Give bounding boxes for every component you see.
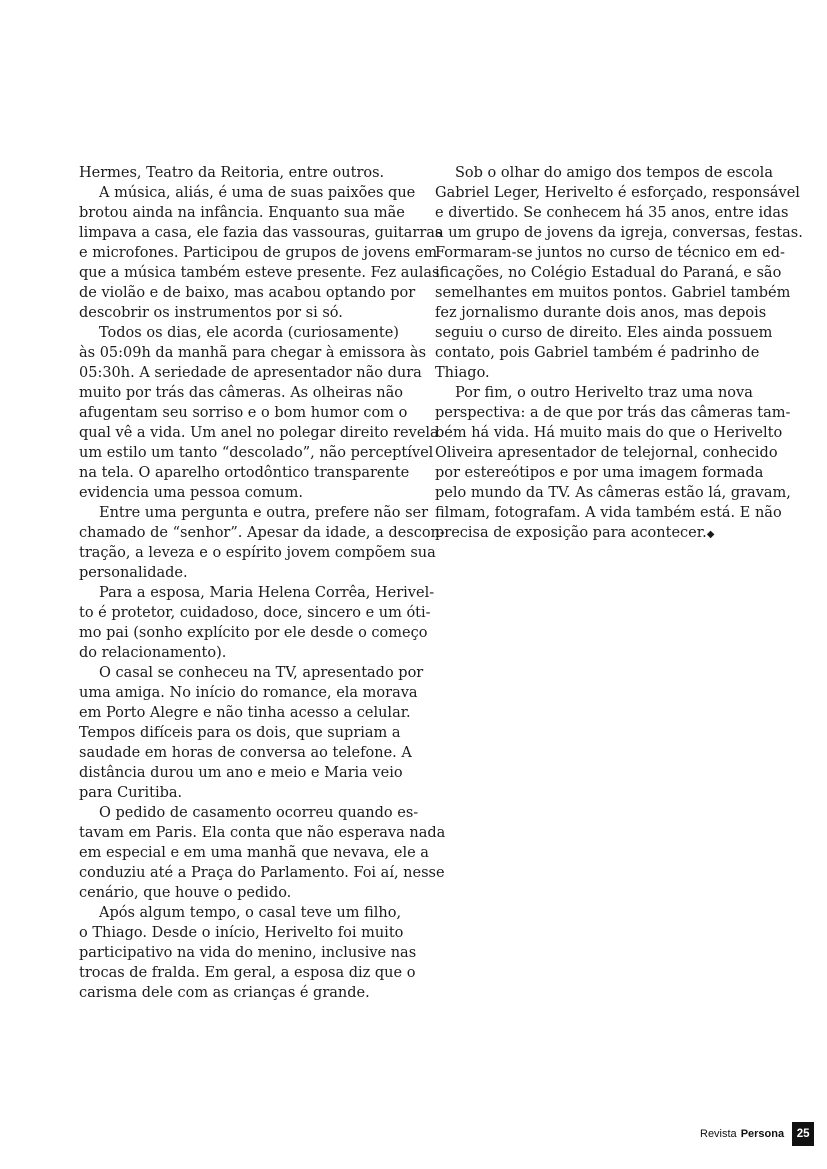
paragraph-start: Sob o olhar do amigo dos tempos de escola	[455, 165, 773, 181]
text-line: que a música também esteve presente. Fez aulas	[79, 265, 440, 281]
text-line: trocas de fralda. Em geral, a esposa diz que o	[79, 965, 416, 981]
text-line: Hermes, Teatro da Reitoria, entre outros.	[79, 165, 385, 181]
left-text-column	[79, 163, 446, 1003]
text-line: tração, a leveza e o espírito jovem compõem sua	[79, 545, 436, 561]
text-line: fez jornalismo durante dois anos, mas depois	[435, 305, 767, 321]
page-footer	[700, 1122, 814, 1146]
text-line: semelhantes em muitos pontos. Gabriel também	[435, 285, 791, 301]
text-line: ificações, no Colégio Estadual do Paraná, e são	[435, 265, 782, 281]
text-line: muito por trás das câmeras. As olheiras não	[79, 385, 403, 401]
text-line: Thiago.	[435, 365, 490, 381]
text-line: saudade em horas de conversa ao telefone. A	[79, 745, 412, 761]
text-line: e divertido. Se conhecem há 35 anos, entre idas	[435, 205, 789, 221]
text-line: filmam, fotografam. A vida também está. E não	[435, 505, 782, 521]
end-of-article-diamond-icon: ◆	[706, 529, 715, 540]
text-line: 05:30h. A seriedade de apresentador não dura	[79, 365, 422, 381]
text-line: brotou ainda na infância. Enquanto sua mãe	[79, 205, 405, 221]
text-line: carisma dele com as crianças é grande.	[79, 985, 370, 1001]
text-line: o Thiago. Desde o início, Herivelto foi muito	[79, 925, 404, 941]
text-line: Formaram-se juntos no curso de técnico em ed-	[435, 245, 785, 261]
text-line: mo pai (sonho explícito por ele desde o começo	[79, 625, 428, 641]
text-line: cenário, que houve o pedido.	[79, 885, 292, 901]
text-line: a um grupo de jovens da igreja, conversas, festas.	[435, 225, 803, 241]
text-line: evidencia uma pessoa comum.	[79, 485, 303, 501]
paragraph-start: Entre uma pergunta e outra, prefere não ser	[99, 505, 429, 521]
text-line: Oliveira apresentador de telejornal, conhecido	[435, 445, 778, 461]
right-text-column	[435, 163, 803, 543]
text-line: limpava a casa, ele fazia das vassouras, guitarras	[79, 225, 443, 241]
text-line: por estereótipos e por uma imagem formada	[435, 465, 764, 481]
text-line: e microfones. Participou de grupos de jovens em	[79, 245, 438, 261]
text-line: bém há vida. Há muito mais do que o Herivelto	[435, 425, 783, 441]
text-line: de violão e de baixo, mas acabou optando por	[79, 285, 416, 301]
final-sentence: precisa de exposição para acontecer.	[435, 525, 707, 541]
text-line: pelo mundo da TV. As câmeras estão lá, gravam,	[435, 485, 791, 501]
text-line: Tempos difíceis para os dois, que supriam a	[79, 725, 401, 741]
paragraph-start: O casal se conheceu na TV, apresentado por	[99, 665, 424, 681]
paragraph-start: Para a esposa, Maria Helena Corrêa, Herivel-	[99, 585, 435, 601]
text-line: para Curitiba.	[79, 785, 183, 801]
footer-magazine-label: Revista	[700, 1128, 737, 1140]
text-line: distância durou um ano e meio e Maria veio	[79, 765, 403, 781]
text-line: participativo na vida do menino, inclusive nas	[79, 945, 417, 961]
paragraph-start: O pedido de casamento ocorreu quando es-	[99, 805, 419, 821]
text-line: em especial e em uma manhã que nevava, ele a	[79, 845, 429, 861]
text-line: personalidade.	[79, 565, 188, 581]
text-line: seguiu o curso de direito. Eles ainda possuem	[435, 325, 773, 341]
text-line: to é protetor, cuidadoso, doce, sincero e um óti-	[79, 605, 431, 621]
text-line: descobrir os instrumentos por si só.	[79, 305, 343, 321]
text-line: tavam em Paris. Ela conta que não esperava nada	[79, 825, 446, 841]
page-number: 25	[792, 1122, 814, 1146]
paragraph-start: Por fim, o outro Herivelto traz uma nova	[455, 385, 753, 401]
text-line: um estilo um tanto “descolado”, não perceptível	[79, 445, 434, 461]
text-line: às 05:09h da manhã para chegar à emissora às	[79, 345, 427, 361]
text-line: afugentam seu sorriso e o bom humor com o	[79, 405, 408, 421]
text-line: qual vê a vida. Um anel no polegar direito revela	[79, 425, 439, 441]
text-line: uma amiga. No início do romance, ela morava	[79, 685, 418, 701]
text-line: perspectiva: a de que por trás das câmeras tam-	[435, 405, 791, 421]
paragraph-start: Após algum tempo, o casal teve um filho,	[99, 905, 402, 921]
paragraph-start: A música, aliás, é uma de suas paixões que	[99, 185, 416, 201]
text-line: chamado de “senhor”. Apesar da idade, a descon-	[79, 525, 445, 541]
text-line-final	[435, 523, 753, 543]
text-line: contato, pois Gabriel também é padrinho de	[435, 345, 760, 361]
text-line: do relacionamento).	[79, 645, 227, 661]
text-line: na tela. O aparelho ortodôntico transparente	[79, 465, 410, 481]
footer-magazine-name: Persona	[740, 1128, 785, 1140]
text-line: conduziu até a Praça do Parlamento. Foi aí, nesse	[79, 865, 445, 881]
text-line: Gabriel Leger, Herivelto é esforçado, responsável	[435, 185, 800, 201]
paragraph-start: Todos os dias, ele acorda (curiosamente)	[99, 325, 399, 341]
text-line: em Porto Alegre e não tinha acesso a celular.	[79, 705, 411, 721]
